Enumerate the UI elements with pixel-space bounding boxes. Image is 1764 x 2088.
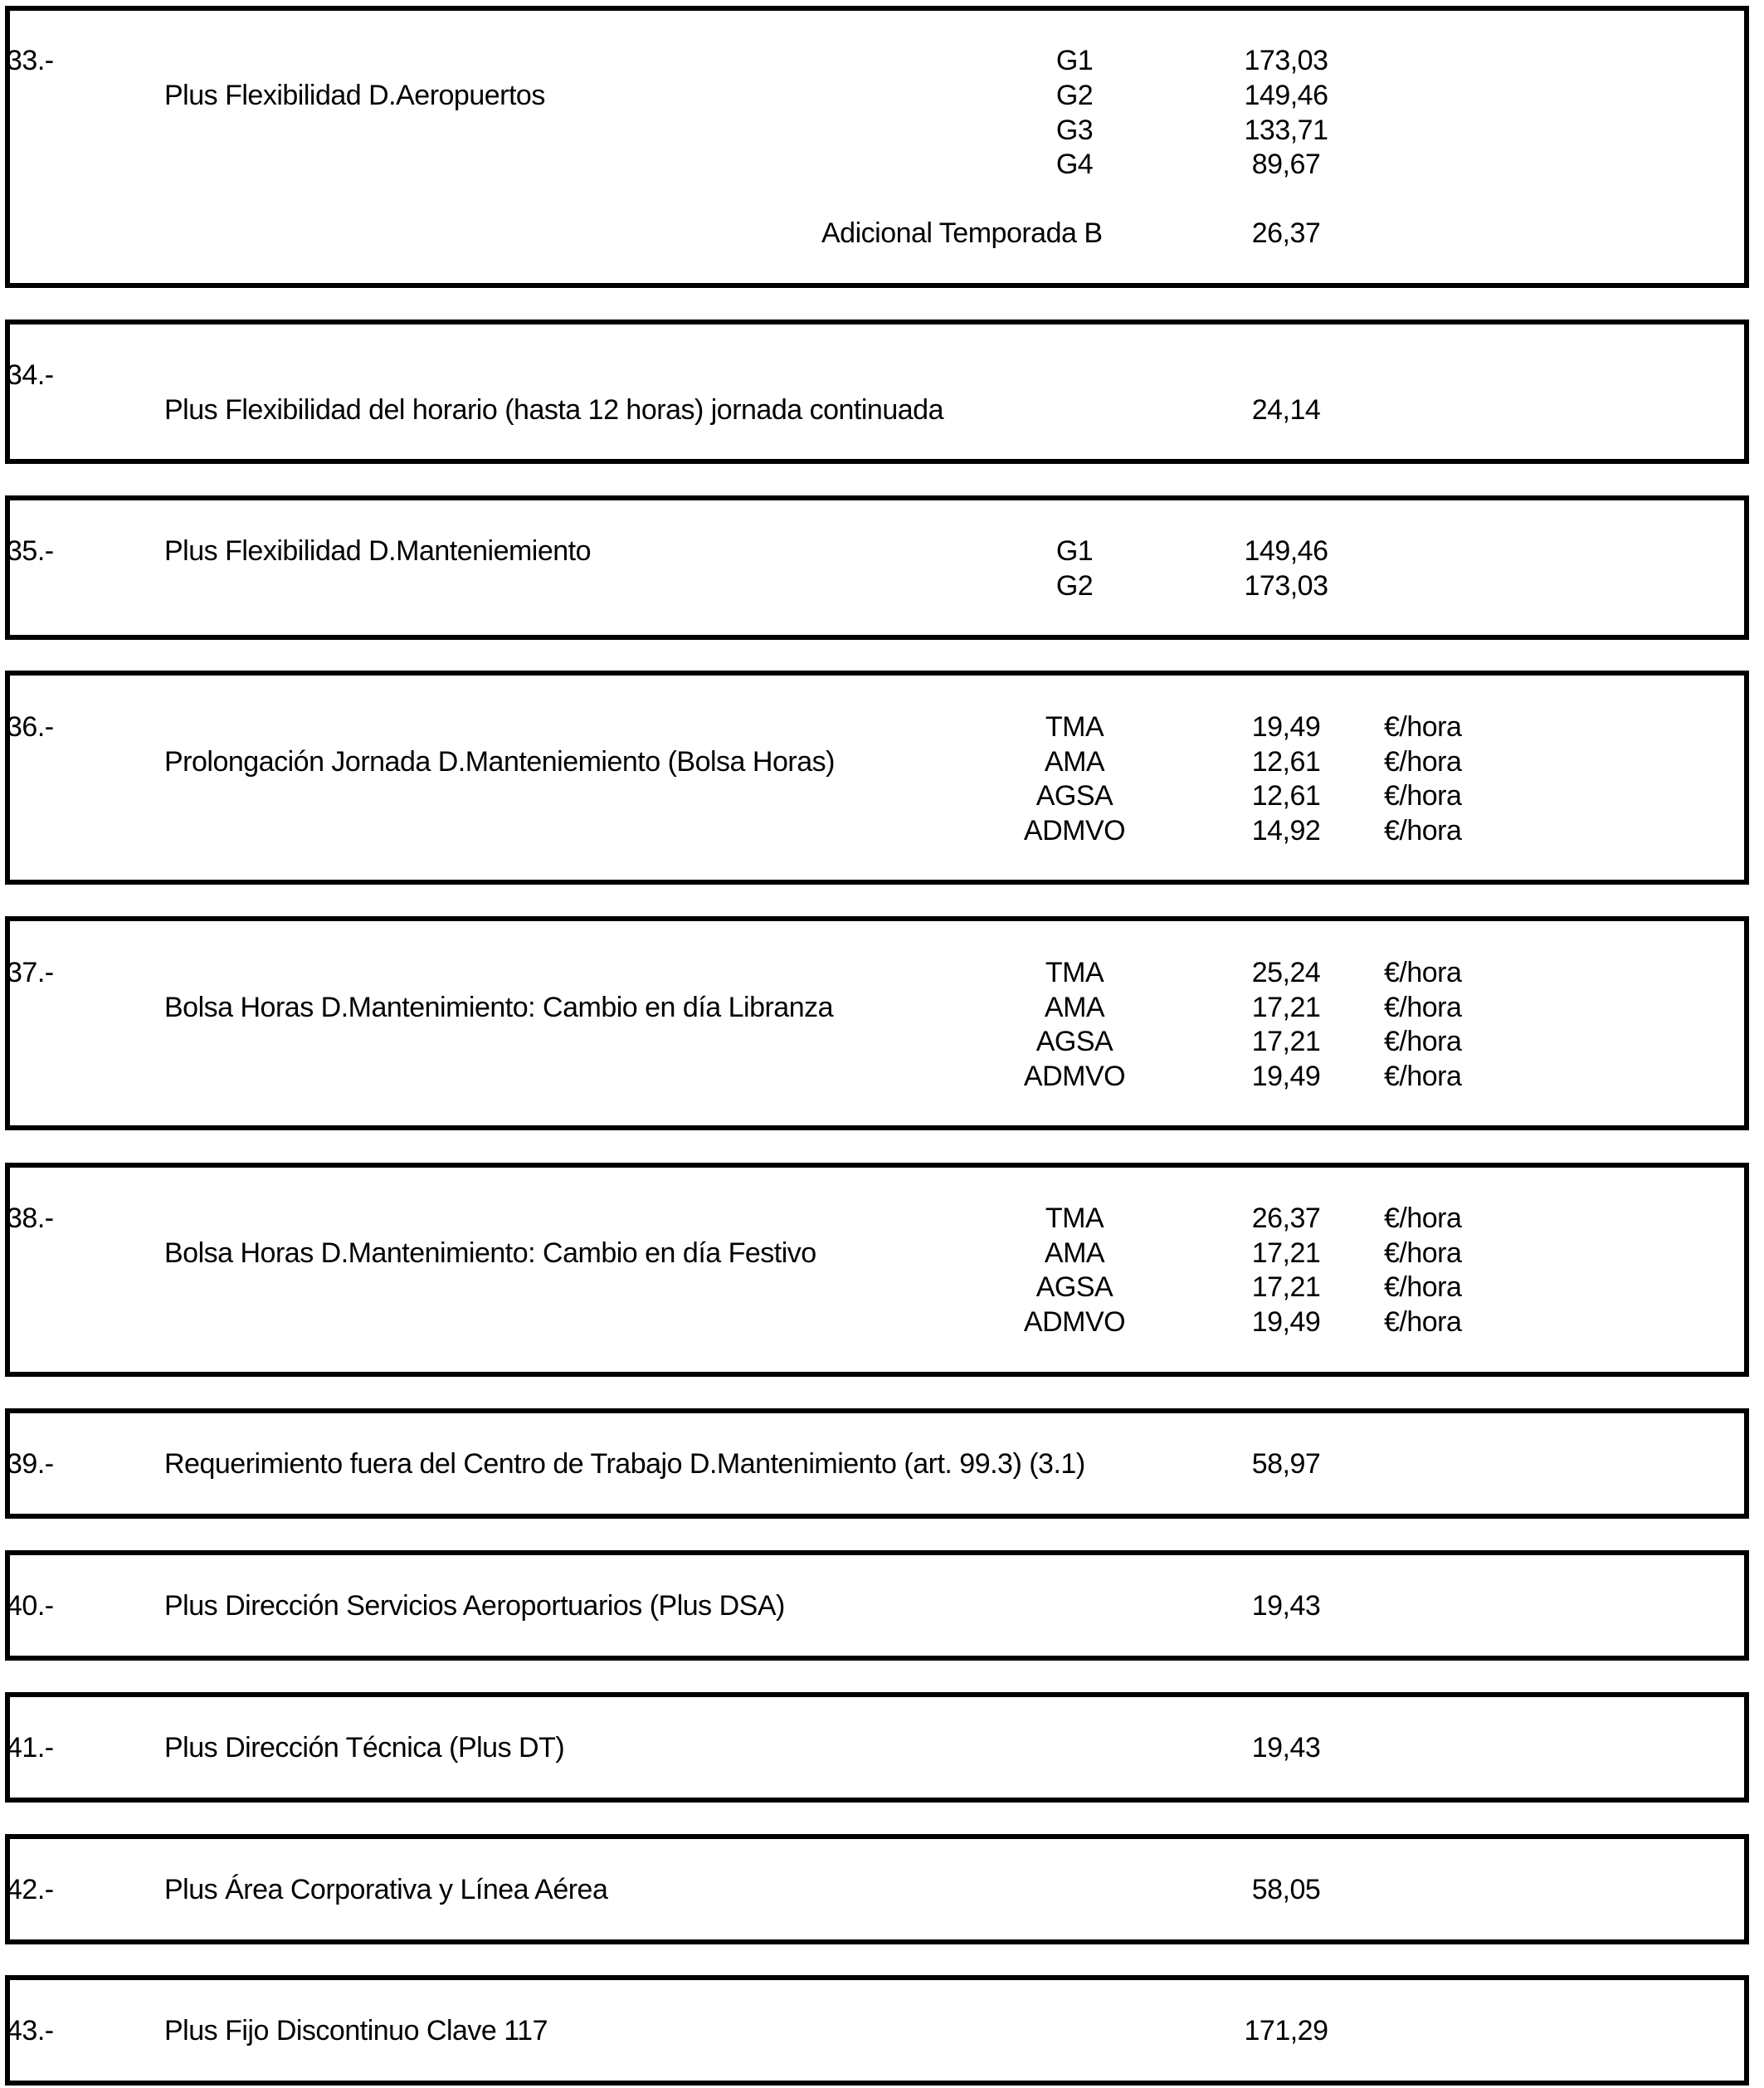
value-cell: 17,21 [1251, 1026, 1321, 1057]
category-cell: G1 [1055, 535, 1094, 567]
value-cell: 149,46 [1244, 80, 1328, 111]
category-cell: TMA [1045, 1203, 1104, 1234]
item-box-38 [5, 1163, 1749, 1377]
value-cell: 133,71 [1244, 115, 1328, 146]
category-cell: AMA [1044, 992, 1105, 1023]
item-label: Bolsa Horas D.Mantenimiento: Cambio en día Festivo [164, 1237, 816, 1269]
category-cell: G2 [1055, 80, 1094, 111]
item-number: 37.- [7, 957, 54, 988]
value-cell: 89,67 [1251, 149, 1321, 180]
unit-cell: €/hora [1384, 957, 1462, 988]
value-cell: 173,03 [1244, 570, 1328, 602]
value-cell: 17,21 [1251, 1271, 1321, 1303]
item-box-35 [5, 495, 1749, 640]
unit-cell: €/hora [1384, 780, 1462, 812]
category-cell: TMA [1045, 711, 1104, 743]
item-label: Plus Flexibilidad D.Aeropuertos [164, 80, 545, 111]
additional-label: Adicional Temporada B [821, 217, 1103, 249]
unit-cell: €/hora [1384, 992, 1462, 1023]
category-cell: AGSA [1035, 780, 1113, 812]
category-cell: AMA [1044, 746, 1105, 778]
category-cell: G4 [1055, 149, 1094, 180]
value-cell: 26,37 [1251, 1203, 1321, 1234]
category-cell: AGSA [1035, 1271, 1113, 1303]
value-cell: 19,49 [1251, 1061, 1321, 1092]
category-cell: AGSA [1035, 1026, 1113, 1057]
unit-cell: €/hora [1384, 1061, 1462, 1092]
item-number: 35.- [7, 535, 54, 567]
item-number: 34.- [7, 359, 54, 391]
unit-cell: €/hora [1384, 711, 1462, 743]
item-number: 43.- [7, 2015, 54, 2047]
item-box-34 [5, 320, 1749, 464]
category-cell: ADMVO [1023, 815, 1126, 846]
category-cell: G1 [1055, 45, 1094, 76]
item-number: 38.- [7, 1203, 54, 1234]
item-label: Plus Dirección Técnica (Plus DT) [164, 1732, 565, 1764]
item-label: Plus Dirección Servicios Aeroportuarios (Plus DSA) [164, 1590, 785, 1622]
category-cell: ADMVO [1023, 1061, 1126, 1092]
unit-cell: €/hora [1384, 1026, 1462, 1057]
category-cell: G3 [1055, 115, 1094, 146]
item-label: Bolsa Horas D.Mantenimiento: Cambio en día Libranza [164, 992, 834, 1023]
item-number: 36.- [7, 711, 54, 743]
item-label: Plus Área Corporativa y Línea Aérea [164, 1874, 608, 1905]
value-cell: 12,61 [1251, 746, 1321, 778]
category-cell: AMA [1044, 1237, 1105, 1269]
unit-cell: €/hora [1384, 1237, 1462, 1269]
unit-cell: €/hora [1384, 1271, 1462, 1303]
value-cell: 25,24 [1251, 957, 1321, 988]
item-label: Prolongación Jornada D.Manteniemiento (Bolsa Horas) [164, 746, 835, 778]
item-label: Requerimiento fuera del Centro de Trabajo D.Mantenimiento (art. 99.3) (3.1) [164, 1448, 1085, 1480]
item-label: Plus Fijo Discontinuo Clave 117 [164, 2015, 548, 2047]
category-cell: G2 [1055, 570, 1094, 602]
value-cell: 12,61 [1251, 780, 1321, 812]
value-cell: 19,43 [1251, 1732, 1321, 1764]
unit-cell: €/hora [1384, 746, 1462, 778]
category-cell: ADMVO [1023, 1306, 1126, 1338]
item-number: 42.- [7, 1874, 54, 1905]
value-cell: 17,21 [1251, 992, 1321, 1023]
item-number: 41.- [7, 1732, 54, 1764]
item-number: 40.- [7, 1590, 54, 1622]
value-cell: 58,05 [1251, 1874, 1321, 1905]
value-cell: 24,14 [1251, 394, 1321, 426]
value-cell: 19,49 [1251, 1306, 1321, 1338]
value-cell: 58,97 [1251, 1448, 1321, 1480]
value-cell: 19,49 [1251, 711, 1321, 743]
value-cell: 171,29 [1244, 2015, 1328, 2047]
value-cell: 149,46 [1244, 535, 1328, 567]
value-cell: 19,43 [1251, 1590, 1321, 1622]
value-cell: 17,21 [1251, 1237, 1321, 1269]
unit-cell: €/hora [1384, 1306, 1462, 1338]
item-label: Plus Flexibilidad D.Manteniemiento [164, 535, 592, 567]
category-cell: TMA [1045, 957, 1104, 988]
unit-cell: €/hora [1384, 815, 1462, 846]
unit-cell: €/hora [1384, 1203, 1462, 1234]
item-number: 33.- [7, 45, 54, 76]
item-label: Plus Flexibilidad del horario (hasta 12 horas) jornada continuada [164, 394, 943, 426]
item-number: 39.- [7, 1448, 54, 1480]
value-cell: 14,92 [1251, 815, 1321, 846]
additional-value: 26,37 [1251, 217, 1321, 249]
value-cell: 173,03 [1244, 45, 1328, 76]
